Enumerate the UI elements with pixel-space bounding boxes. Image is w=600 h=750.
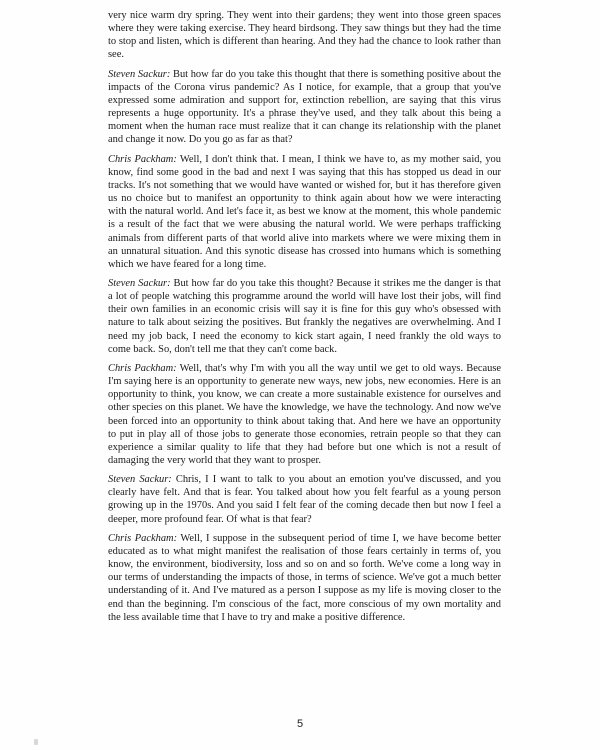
paragraph-text: But how far do you take this thought? Because it strikes me the danger is that a lot of people watching this programme around the world will have lost their jobs, will find their own families in an economic crisis will say it is fine for this guy who's obsessed with nature to talk about seizing the positives. But frankly the negatives are overwhelming. And I need my job back, I need the economy to kick start again, I need frankly the old ways to come back. So, don't tell me that they can't come back.: [108, 277, 502, 355]
paragraph-text: Chris, I I want to talk to you about an emotion you've discussed, and you clearly have felt. And that is fear. You talked about how you felt fearful as a young person growing up in the 1970s. And you said I felt fear of the coming decade then but now I feel a deeper, more profound fear. Of what is that fear?: [108, 474, 502, 525]
speaker-label: Chris Packham:: [108, 532, 178, 544]
paragraph-text: Well, I don't think that. I mean, I think we have to, as my mother said, you know, find some good in the bad and next I was saying that this has stopped us dead in our tracks. It's not something that we would have wanted or wished for, but it has therefore given us no choice but to manifest an opportunity to think again about how we were interacting with the natural world. And let's face it, as best we know at the moment, this whole pandemic is a result of the fact that we were abusing the natural world. We were perhaps trafficking animals from different parts of that world alive into markets where we were mixing them in an unnatural situation. And this synotic disease has crossed into humans which is something which we have feared for a long time.: [108, 153, 501, 270]
scan-artifact: [34, 739, 38, 745]
paragraph-chris-packham-3: [108, 532, 501, 624]
paragraph-steven-sackur-2: [108, 277, 501, 356]
paragraph-text: But how far do you take this thought that there is something positive about the impacts of the Corona virus pandemic? As I notice, for example, that a group that you've expressed some admiration and support for, extinction rebellion, are saying that this virus represents a huge opportunity. It's a phrase they've used, and they talk about this being a moment when the human race must realize that it can change its relationship with the planet and change it now. Do you go as far as that?: [108, 68, 501, 146]
paragraph-text: Well, that's why I'm with you all the way until we get to old ways. Because I'm saying here is an opportunity to generate new ways, new jobs, new economies. Here is an opportunity to think, you know, we can create a more sustainable existence for ourselves and other species on this planet. We have the knowledge, we have the technology. And now we've been forced into an opportunity to think about taking that. And here we have an opportunity to put in play all of those jobs to generate those economies, retrain people so that they can experience a similar quality to life that they had before but one which is not a result of damaging the very world that they want to prosper.: [108, 362, 502, 466]
speaker-label: Steven Sackur:: [108, 68, 171, 80]
speaker-label: Chris Packham:: [108, 153, 177, 165]
paragraph-chris-packham-2: [108, 362, 501, 467]
speaker-label: Chris Packham:: [108, 362, 177, 374]
speaker-label: Steven Sackur:: [108, 474, 172, 486]
paragraph-steven-sackur-1: [108, 68, 501, 147]
paragraph-continuation: [108, 9, 501, 62]
paragraph-steven-sackur-3: [108, 473, 501, 526]
transcript-body: [108, 9, 501, 630]
speaker-label: Steven Sackur:: [108, 277, 171, 289]
paragraph-text: very nice warm dry spring. They went into their gardens; they went into those green spaces where they were taking exercise. They heard birdsong. They saw things but they had the time to stop and listen, which is different than hearing. And they had the chance to look rather than see.: [108, 10, 501, 61]
paragraph-chris-packham-1: [108, 153, 501, 271]
paragraph-text: Well, I suppose in the subsequent period of time I, we have become better educated as to what might manifest the realisation of those fears certainly in terms of, you know, the environment, biodiversity, loss and so on and so forth. We've come a long way in our terms of understanding the impacts of those, in terms of science. We've got a much better understanding of it. And I've matured as a person I suppose as my life is moving closer to the end than the beginning. I'm conscious of the fact, more conscious of my own mortality and the less available time that I have to try and make a positive difference.: [108, 532, 502, 623]
page-number: 5: [296, 718, 304, 730]
